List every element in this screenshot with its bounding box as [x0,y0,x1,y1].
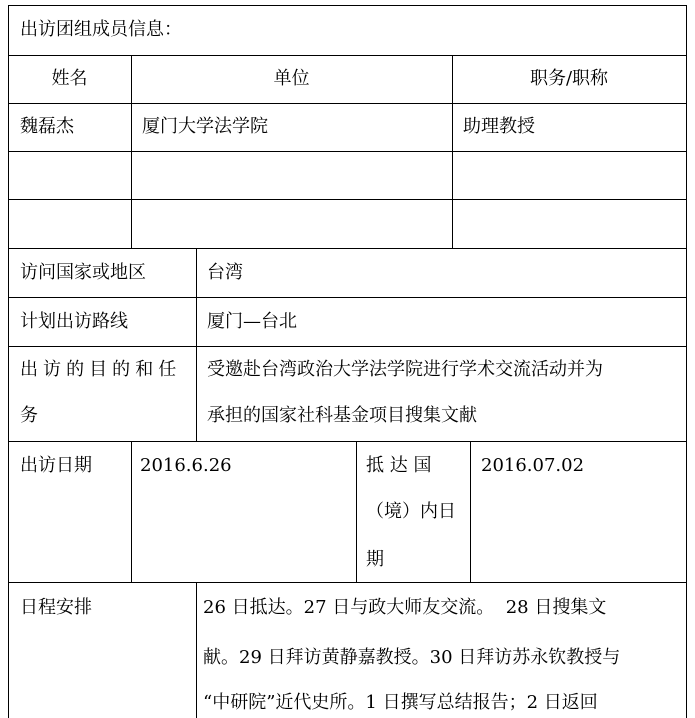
purpose-label: 务 [20,405,38,426]
col-divider [196,582,197,718]
purpose-label: 出访的目的和任 [20,359,182,380]
row-divider [8,582,687,583]
destination-label: 访问国家或地区 [20,262,146,283]
col-divider [470,441,471,582]
column-header-title: 职务/职称 [529,68,609,89]
route-value: 厦门—台北 [207,311,297,332]
col-divider [131,441,132,582]
row-divider [8,441,687,442]
column-header-unit: 单位 [273,68,310,89]
member-name: 魏磊杰 [20,116,74,137]
table-border-top [8,5,687,6]
col-divider [356,441,357,582]
arrive-date-value: 2016.07.02 [481,455,585,476]
column-header-name: 姓名 [51,68,88,89]
depart-date-label: 出访日期 [20,455,92,476]
schedule-text: 献。29 日拜访黄静嘉教授。30 日拜访苏永钦教授与 [203,647,621,668]
destination-value: 台湾 [207,262,243,283]
table-border-right [686,5,687,718]
member-title: 助理教授 [463,116,535,137]
schedule-text: “中研院”近代史所。1 日撰写总结报告；2 日返回 [203,692,598,713]
row-divider [8,55,687,56]
purpose-value: 受邀赴台湾政治大学法学院进行学术交流活动并为 [207,359,603,380]
purpose-value: 承担的国家社科基金项目搜集文献 [207,405,477,426]
table-border-left [8,5,9,718]
arrive-date-label: （境）内日 [366,501,456,522]
section-header: 出访团组成员信息： [20,19,182,40]
row-divider [8,248,687,249]
row-divider [8,103,687,104]
row-divider [8,346,687,347]
schedule-text: 26 日抵达。27 日与政大师友交流。 28 日搜集文 [203,597,607,618]
member-unit: 厦门大学法学院 [142,116,268,137]
route-label: 计划出访路线 [20,311,128,332]
row-divider [8,297,687,298]
row-divider [8,199,687,200]
schedule-label: 日程安排 [20,597,92,618]
depart-date-value: 2016.6.26 [140,455,232,476]
arrive-date-label: 抵 达 国 [366,455,432,476]
row-divider [8,151,687,152]
col-divider [196,248,197,441]
arrive-date-label: 期 [366,549,384,570]
